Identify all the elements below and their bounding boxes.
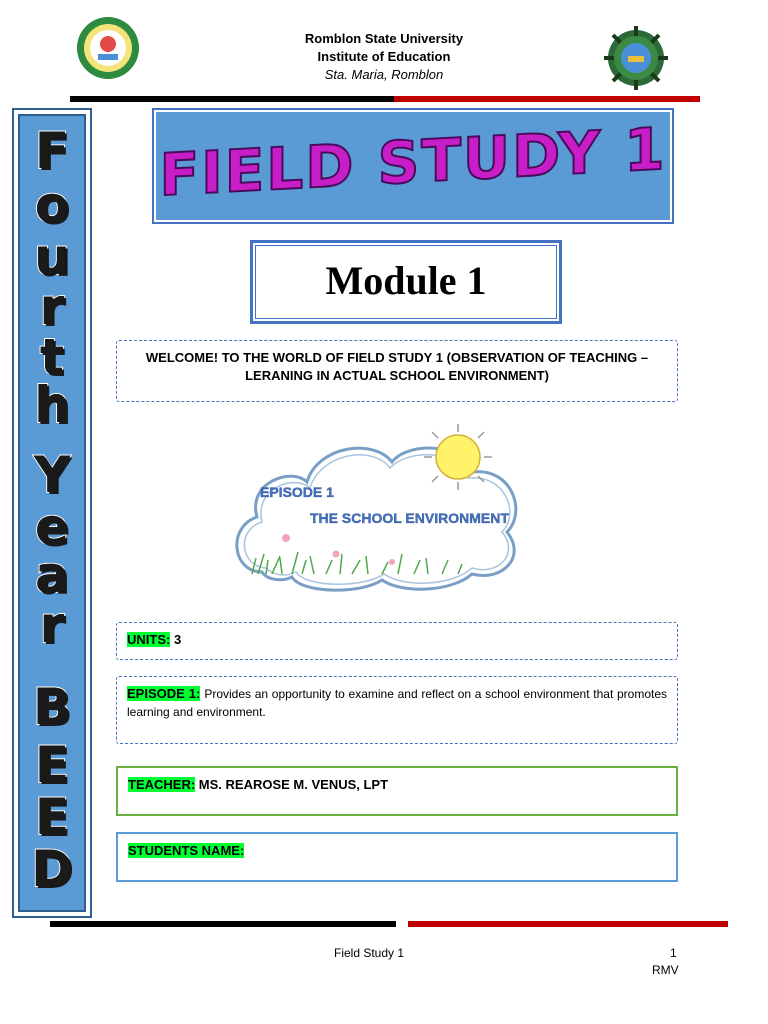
header-rule-red [394, 96, 700, 102]
cloud-subtitle: THE SCHOOL ENVIRONMENT [310, 510, 509, 526]
banner-letter: E [34, 788, 70, 846]
header-rule-black [70, 96, 394, 102]
location: Sta. Maria, Romblon [324, 67, 444, 82]
banner-letter: t [40, 328, 64, 386]
page-title: FIELD STUDY 1 [159, 114, 667, 210]
banner-letter: o [34, 176, 70, 234]
episode-desc-box [116, 676, 678, 744]
units-label: UNITS: [127, 632, 171, 647]
welcome-line-1: WELCOME! TO THE WORLD OF FIELD STUDY 1 (OBSERVATION OF TEACHING – [145, 350, 649, 365]
cloud-episode: EPISODE 1 [260, 484, 334, 500]
footer-rule-black [50, 921, 396, 927]
banner-letter: F [34, 122, 70, 180]
banner-letter: B [32, 678, 72, 736]
banner-letter: r [39, 596, 65, 654]
vertical-banner [12, 108, 92, 918]
welcome-line-2: LERANING IN ACTUAL SCHOOL ENVIRONMENT) [245, 368, 549, 383]
banner-letter: E [34, 736, 70, 794]
episode-desc-text: Provides an opportunity to examine and reflect on a school environment that promotes learning and environment. [127, 687, 667, 719]
units-box [116, 622, 678, 660]
students-box [116, 832, 678, 882]
banner-letter: Y [33, 446, 71, 504]
module-label: Module 1 [325, 258, 487, 303]
banner-letter: D [31, 840, 73, 898]
teacher-label: TEACHER: [128, 777, 196, 792]
units-value: 3 [173, 632, 182, 647]
university-name: Romblon State University [304, 31, 464, 46]
footer-page-number: 1 [670, 946, 677, 960]
sun-icon [418, 422, 498, 492]
teacher-box [116, 766, 678, 816]
banner-letter: a [35, 546, 69, 604]
footer-title: Field Study 1 [334, 946, 405, 960]
banner-letter: u [34, 228, 70, 286]
banner-letter: r [39, 278, 65, 336]
footer-rule-red [408, 921, 728, 927]
banner-letter: e [35, 498, 69, 556]
footer-initials: RMV [652, 963, 679, 977]
institute-name: Institute of Education [317, 49, 451, 64]
teacher-name: MS. REAROSE M. VENUS, LPT [198, 777, 389, 792]
module-box [250, 240, 562, 324]
episode-cloud [222, 422, 532, 602]
episode-desc-label: EPISODE 1: [127, 686, 201, 701]
banner-letter: h [34, 376, 70, 434]
welcome-box [116, 340, 678, 402]
students-label: STUDENTS NAME: [128, 843, 245, 858]
title-box [154, 110, 672, 222]
